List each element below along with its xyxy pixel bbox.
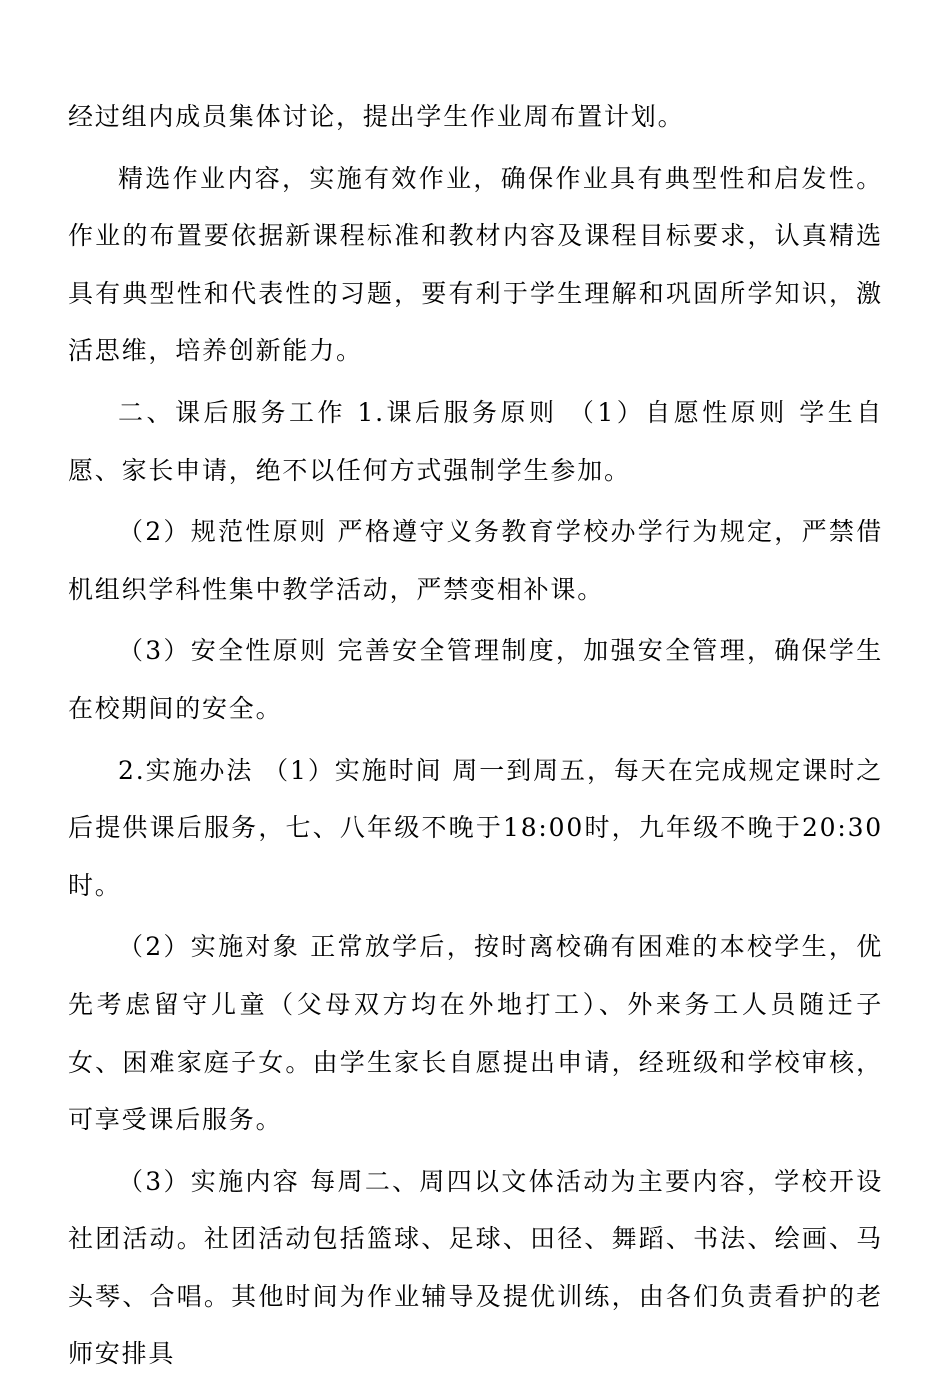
paragraph-4: （2）规范性原则 严格遵守义务教育学校办学行为规定，严禁借机组织学科性集中教学活动，严禁变相补课。	[68, 517, 883, 604]
document-page	[68, 88, 883, 1383]
paragraph-7: （2）实施对象 正常放学后，按时离校确有困难的本校学生，优先考虑留守儿童（父母双方均在外地打工）、外来务工人员随迁子女、困难家庭子女。由学生家长自愿提出申请，经班级和学校审核，可享受课后服务。	[68, 932, 883, 1135]
paragraph-2: 精选作业内容，实施有效作业，确保作业具有典型性和启发性。作业的布置要依据新课程标准和教材内容及课程目标要求，认真精选具有典型性和代表性的习题，要有利于学生理解和巩固所学知识，激活思维，培养创新能力。	[68, 163, 883, 366]
paragraph-5: （3）安全性原则 完善安全管理制度，加强安全管理，确保学生在校期间的安全。	[68, 636, 883, 723]
paragraph-8: （3）实施内容 每周二、周四以文体活动为主要内容，学校开设社团活动。社团活动包括篮球、足球、田径、舞蹈、书法、绘画、马头琴、合唱。其他时间为作业辅导及提优训练，由各们负责看护的老师安排具	[68, 1166, 883, 1369]
paragraph-3: 二、课后服务工作 1.课后服务原则 （1）自愿性原则 学生自愿、家长申请，绝不以任何方式强制学生参加。	[68, 397, 883, 485]
paragraph-6: 2.实施办法 （1）实施时间 周一到周五，每天在完成规定课时之后提供课后服务，七、八年级不晚于18:00时，九年级不晚于20:30时。	[68, 755, 883, 900]
paragraph-1: 经过组内成员集体讨论，提出学生作业周布置计划。	[68, 102, 685, 131]
